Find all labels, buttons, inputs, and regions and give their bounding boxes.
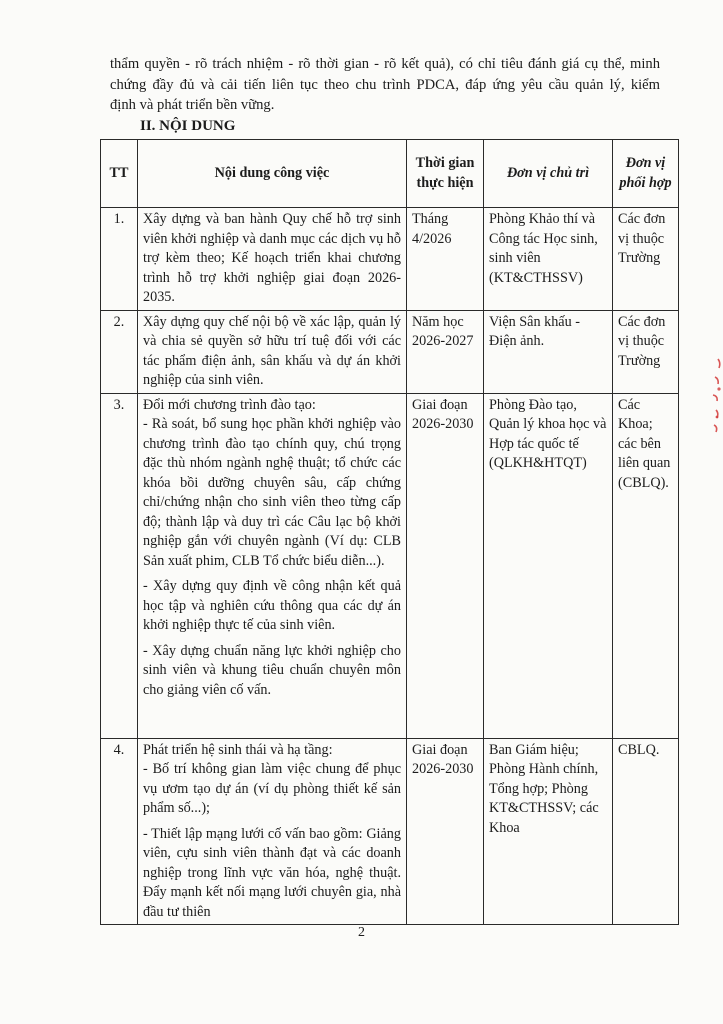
row-content <box>138 310 407 393</box>
row-partner-unit: Các đơn vị thuộc Trường <box>613 208 679 311</box>
content-paragraph: - Thiết lập mạng lưới cố vấn bao gồm: Giảng viên, cựu sinh viên thành đạt và các doanh nghiệp trong lĩnh vực văn hóa, nghệ thuật. Đẩy mạnh kết nối mạng lưới chuyên gia, nhà đầu tư thiên <box>143 825 401 920</box>
row-number: 4. <box>101 738 138 925</box>
content-paragraph: Phát triển hệ sinh thái và hạ tầng: <box>143 741 333 758</box>
page-number: 2 <box>358 925 365 940</box>
content-paragraph: - Xây dựng quy định về công nhận kết quả học tập và nghiên cứu thông qua các dự án khởi nghiệp thực tế của sinh viên. <box>143 578 401 633</box>
intro-line: chứng đầy đủ và cải tiến liên tục theo chu trình PDCA, đáp ứng yêu cầu quản lý, kiểm <box>110 76 660 93</box>
table-row <box>101 310 679 393</box>
content-paragraph: - Xây dựng chuẩn năng lực khởi nghiệp cho sinh viên và khung tiêu chuẩn chuyên môn cho giảng viên cố vấn. <box>143 642 401 698</box>
header-tt: TT <box>101 140 138 208</box>
task-table <box>100 139 679 925</box>
intro-line: định và phát triển bền vững. <box>110 97 275 113</box>
row-time: Năm học 2026-2027 <box>407 310 484 393</box>
table-row <box>101 738 679 925</box>
row-time: Giai đoạn 2026-2030 <box>407 738 484 925</box>
intro-line: thẩm quyền - rõ trách nhiệm - rõ thời gian - rõ kết quả), có chỉ tiêu đánh giá cụ thể, minh <box>110 56 660 72</box>
row-time: Tháng 4/2026 <box>407 208 484 311</box>
row-content <box>138 208 407 311</box>
row-lead-unit: Phòng Đào tạo, Quản lý khoa học và Hợp tác quốc tế (QLKH&HTQT) <box>484 393 613 738</box>
content-paragraph: Xây dựng quy chế nội bộ về xác lập, quản lý và chia sẻ quyền sở hữu trí tuệ đối với các tác phẩm điện ảnh, sân khấu và dự án khởi nghiệp của sinh viên. <box>143 313 401 388</box>
header-content: Nội dung công việc <box>138 140 407 208</box>
row-partner-unit: Các đơn vị thuộc Trường <box>613 310 679 393</box>
content-paragraph: - Bố trí không gian làm việc chung để phục vụ ươm tạo dự án (ví dụ phòng thiết kế sản phẩm số...); <box>143 761 401 816</box>
row-partner-unit: CBLQ. <box>613 738 679 925</box>
row-lead-unit: Phòng Khảo thí và Công tác Học sinh, sinh viên (KT&CTHSSV) <box>484 208 613 311</box>
section-heading: II. NỘI DUNG <box>140 118 236 134</box>
table-row <box>101 393 679 738</box>
header-partner-unit: Đơn vị phối hợp <box>613 140 679 208</box>
content-paragraph: - Rà soát, bổ sung học phần khởi nghiệp vào chương trình đào tạo chính quy, chú trọng đặc thù nhóm ngành nghệ thuật; tổ chức các khóa bồi dưỡng chuyên sâu, cấp chứng chỉ/chứng nhận cho sinh viên theo từng cấp độ; thành lập và duy trì các Câu lạc bộ khởi nghiệp gắn với chuyên ngành (Ví dụ: CLB Sản xuất phim, CLB Tổ chức biểu diễn...). <box>143 416 401 569</box>
row-lead-unit: Viện Sân khấu - Điện ảnh. <box>484 310 613 393</box>
row-number: 3. <box>101 393 138 738</box>
row-time: Giai đoạn 2026-2030 <box>407 393 484 738</box>
intro-paragraph <box>110 54 660 116</box>
row-number: 2. <box>101 310 138 393</box>
content-paragraph: Xây dựng và ban hành Quy chế hỗ trợ sinh viên khởi nghiệp và danh mục các dịch vụ hỗ trợ kèm theo; Kế hoạch triển khai chương trình hỗ trợ khởi nghiệp giai đoạn 2026-2035. <box>143 211 401 305</box>
table-header-row <box>101 140 679 208</box>
row-number: 1. <box>101 208 138 311</box>
content-paragraph: Đổi mới chương trình đào tạo: <box>143 396 316 413</box>
row-content <box>138 738 407 925</box>
row-content <box>138 393 407 738</box>
table-row <box>101 208 679 311</box>
row-lead-unit: Ban Giám hiệu; Phòng Hành chính, Tổng hợp; Phòng KT&CTHSSV; các Khoa <box>484 738 613 925</box>
header-time: Thời gian thực hiện <box>407 140 484 208</box>
red-stamp-edge <box>704 355 723 440</box>
row-partner-unit: Các Khoa; các bên liên quan (CBLQ). <box>613 393 679 738</box>
header-lead-unit: Đơn vị chủ trì <box>484 140 613 208</box>
